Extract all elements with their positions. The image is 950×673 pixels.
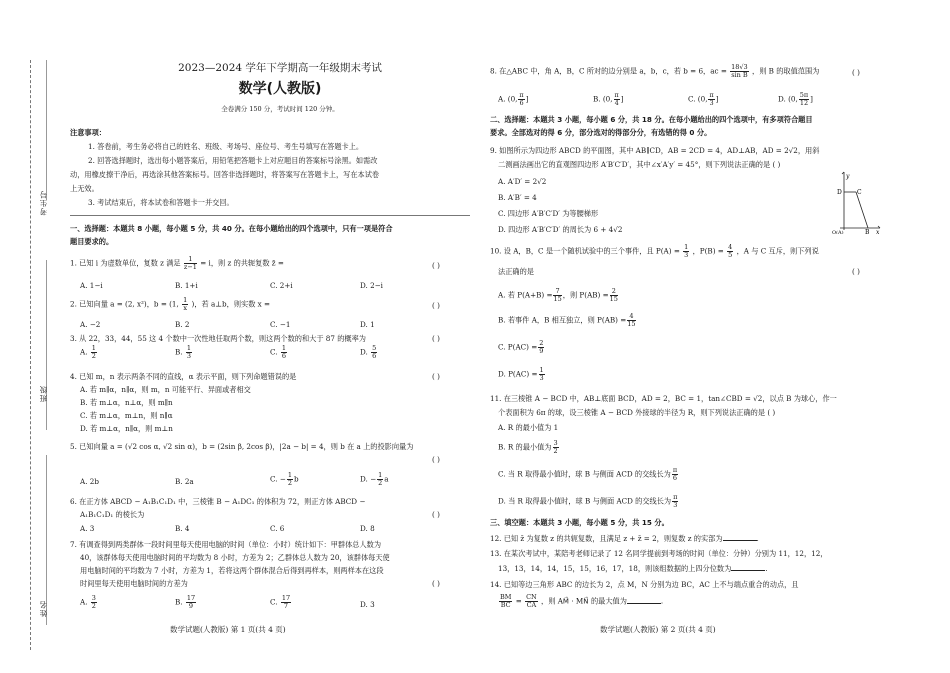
numerator: 3 (553, 439, 558, 447)
suffix: a (384, 474, 389, 484)
label-d: D (837, 189, 842, 196)
q11-option-c (498, 467, 679, 482)
q7-option-c: C. $\frac{17}{7}$ (270, 594, 291, 610)
q2-option-d: D. 1 (360, 320, 375, 329)
fraction (539, 367, 545, 382)
question-12-stem: 12. 已知 z̄ 为复数 z 的共轭复数，且满足 z + z̄ = 2，则复数 z 的实部为 . (490, 534, 759, 543)
q12-text: 12. 已知 z̄ 为复数 z 的共轭复数，且满足 z + z̄ = 2，则复数 z 的实部为 (490, 534, 723, 543)
answer-paren: ( ) (852, 267, 860, 276)
denominator: 15 (553, 295, 562, 303)
answer-paren: ( ) (432, 261, 440, 270)
q3-option-c: C. $\frac{1}{6}$ (270, 344, 286, 360)
class-label: 班级 (39, 385, 48, 402)
fraction (186, 345, 192, 360)
q1-text: = i，则 z 的共轭复数 z̄ = (200, 258, 284, 268)
text: A. 若 P(A+B) = (498, 290, 553, 300)
q13-text: 13，13，14，14，15，15，16，17，18，则该组数据的上四分位数为 (498, 564, 732, 573)
edge-cb (856, 192, 868, 228)
section2-heading: 要求。全部选对的得 6 分，部分选对的得部分分，有选错的得 0 分。 (490, 128, 712, 137)
q10-option-a (498, 288, 619, 303)
fraction (627, 313, 635, 328)
numerator: 1 (378, 471, 383, 479)
q7-option-a: A. $\frac{3}{2}$ (80, 594, 96, 610)
text: ，则 P(AB) = (562, 290, 609, 300)
numerator: 1 (287, 471, 292, 479)
answer-paren: ( ) (432, 301, 440, 310)
text: B. R 的最小值为 (498, 442, 552, 452)
label-y: y (846, 173, 850, 180)
fraction (518, 92, 524, 107)
fraction (91, 595, 97, 610)
numerator: 4 (627, 313, 635, 321)
q6-option-c: C. 6 (270, 524, 285, 533)
numerator: 1 (281, 344, 286, 352)
q6-option-d: D. 8 (360, 524, 375, 533)
page-footer-2: 数学试题(人教版) 第 2 页(共 4 页) (600, 625, 716, 634)
numerator: π (614, 91, 619, 99)
fraction (683, 244, 689, 259)
q5-option-a: A. 2b (80, 477, 99, 486)
denominator: x (183, 304, 187, 312)
denominator: 3 (186, 352, 191, 360)
question-9-stem: 9. 如图所示为四边形 ABCD 的平面图，其中 AB∥CD，AB = 2CD = 4，AD⊥AB，AD = 2√2，用斜 (490, 146, 820, 155)
page-footer-1: 数学试题(人教版) 第 1 页(共 4 页) (170, 625, 286, 634)
prefix: C. − (270, 474, 286, 484)
prefix: D. (0, (778, 94, 798, 104)
q5-option-d (360, 472, 389, 487)
denominator: CA (526, 601, 537, 609)
fraction (91, 345, 97, 360)
q8-text: ，则 B 的取值范围为 (752, 66, 820, 76)
equals: = (515, 596, 522, 606)
q1-text: 1. 已知 i 为虚数单位，复数 z 满足 (70, 258, 181, 268)
q4-option-d: D. 若 m⊥α，n∥α，则 m⊥n (80, 424, 173, 433)
fraction (499, 594, 512, 609)
q11-option-d (498, 494, 679, 509)
fraction (538, 340, 544, 355)
label-c: C (857, 189, 862, 196)
numerator: 17 (281, 594, 291, 602)
answer-paren: ( ) (852, 68, 860, 77)
question-7-stem: 40，该群体每天使用电脑时间的平均数为 8 小时，方差为 2；乙群体总人数为 20，该群体每天使 (80, 553, 390, 562)
question-2-stem (70, 297, 270, 312)
numerator: 1 (91, 344, 96, 352)
q8-option-d: D. (0, $\frac{5\pi}{12}$ ] (778, 91, 813, 107)
denominator: 2 (91, 602, 96, 610)
fraction (287, 472, 293, 487)
name-label: 姓名 (39, 600, 48, 617)
denominator: 9 (539, 347, 544, 355)
q10-option-d (498, 367, 546, 382)
text: C. P(AC) = (498, 342, 538, 352)
fraction (610, 288, 618, 303)
notice-item: 动，用橡皮擦干净后，再选涂其他答案标号。回答非选择题时，将答案写在答题卡上，写在本试卷 (70, 170, 380, 179)
fraction (708, 92, 714, 107)
numerator: 1 (186, 344, 191, 352)
denominator: 2 (378, 479, 383, 487)
numerator: 1 (684, 243, 689, 251)
denominator: BC (500, 601, 511, 609)
q4-option-b: B. 若 m⊥α，n⊥α，则 m∥n (80, 398, 173, 407)
q2-text: 2. 已知向量 a = (2, x²)，b = (1, (70, 299, 179, 309)
binding-line (30, 60, 31, 650)
question-14-stem: $\frac{BM}{BC}$ = $\frac{CN}{CA}$ ，则 AM⃗ · MN⃗ 的最大值为 . (500, 593, 664, 609)
denominator: 12 (799, 99, 809, 107)
denominator: 2 (287, 479, 292, 487)
q6-option-a: A. 3 (80, 524, 95, 533)
q3-option-d: D. $\frac{5}{6}$ (360, 344, 377, 360)
numerator: 4 (728, 243, 733, 251)
answer-blank (627, 597, 661, 604)
q8-fraction (730, 64, 749, 79)
fraction (553, 440, 559, 455)
section1-heading: 题目要求的。 (70, 237, 114, 246)
q1-option-d: D. 2−i (360, 281, 383, 290)
notice-divider (70, 215, 470, 216)
answer-blank (731, 564, 765, 571)
numerator: CN (526, 593, 537, 601)
question-8-stem (490, 64, 819, 79)
q10-text: ，P(B) = (692, 246, 724, 256)
denominator: 2 (553, 447, 558, 455)
question-10-stem (490, 244, 819, 259)
q1-option-a: A. 1−i (80, 281, 103, 290)
section3-heading: 三、填空题：本题共 3 小题，每小题 5 分，共 15 分。 (490, 518, 669, 527)
label-origin: O(A) (832, 230, 844, 234)
fraction (186, 595, 196, 610)
prefix: C. (0, (688, 94, 708, 104)
label-x: x (876, 229, 880, 234)
denominator: 3 (539, 374, 544, 382)
denominator: 15 (627, 320, 636, 328)
question-14-stem: 14. 已知等边三角形 ABC 的边长为 2，点 M，N 分别为边 BC，AC 上不与端点重合的动点，且 (490, 580, 799, 589)
text: C. 当 R 取得最小值时，球 B 与侧面 ACD 的交线长为 (498, 469, 671, 479)
q6-option-b: B. 4 (175, 524, 190, 533)
text: B. 若事件 A，B 相互独立，则 P(AB) = (498, 315, 627, 325)
q10-text: ，A 与 C 互斥，则下列说 (736, 246, 819, 256)
q9-option-d: D. 四边形 A′B′C′D′ 的周长为 6 + 4√2 (498, 225, 623, 234)
denominator: 3 (684, 251, 689, 259)
denominator: 5 (728, 251, 733, 259)
q9-option-a: A. A′D′ = 2√2 (498, 177, 547, 186)
q2-option-b: B. 2 (175, 320, 190, 329)
fraction (727, 244, 733, 259)
denominator: 6 (519, 99, 524, 107)
question-11-stem: 11. 在三棱锥 A − BCD 中，AB⊥底面 BCD，AD = 2，BC = 1，tan∠CBD = √2，以点 B 为球心，作一 (490, 394, 837, 403)
numerator: 2 (539, 339, 544, 347)
fraction (371, 345, 377, 360)
prefix: B. (0, (593, 94, 613, 104)
denominator: 3 (673, 501, 678, 509)
q10-text: 10. 设 A，B，C 是一个随机试验中的三个事件，且 P(A) = (490, 246, 680, 256)
fraction (281, 595, 291, 610)
numerator: π (673, 493, 678, 501)
margin-rule (46, 260, 47, 430)
notice-item: 上无效。 (70, 184, 99, 193)
denominator: 3 (709, 99, 714, 107)
q3-option-b: B. $\frac{1}{3}$ (175, 344, 191, 360)
denominator: 6 (672, 474, 678, 482)
fraction (672, 467, 678, 482)
q5-option-b: B. 2a (175, 477, 194, 486)
fraction (799, 92, 809, 107)
numerator: π (519, 91, 524, 99)
text: D. 当 R 取得最小值时，球 B 与侧面 ACD 的交线长为 (498, 496, 672, 506)
q9-option-c: C. 四边形 A′B′C′D′ 为等腰梯形 (498, 209, 599, 218)
numerator: π (672, 466, 678, 474)
answer-paren: ( ) (432, 334, 440, 343)
question-7-stem: 用电脑时间的平均数为 7 小时，方差为 1，若将这两个群体混合后得到再样本，则两样本在这段 (80, 566, 384, 575)
q2-fraction (182, 297, 188, 312)
answer-paren: ( ) (432, 455, 440, 464)
question-1-stem (70, 256, 284, 271)
section1-heading: 一、选择题：本题共 8 小题，每小题 5 分，共 40 分。在每小题给出的四个选项中，只有一项是符合 (70, 224, 393, 233)
label-b: B (865, 229, 870, 234)
numerator: 2 (610, 288, 618, 296)
q1-option-c: C. 2+i (270, 281, 293, 290)
question-13-stem: 13. 在某次考试中，某陪考老师记录了 12 名同学提前到考场的时间（单位：分钟）分别为 11，12，12， (490, 549, 828, 558)
prefix: D. − (360, 474, 377, 484)
q8-option-a: A. (0, $\frac{\pi}{6}$ ] (498, 91, 529, 107)
q2-text: )，若 a⊥b，则实数 x = (191, 299, 271, 309)
denominator: 2 (91, 352, 96, 360)
denominator: 7 (283, 602, 289, 610)
examinee-number-label: 考生号 (39, 190, 48, 216)
q3-option-a: A. $\frac{1}{2}$ (80, 344, 96, 360)
numerator: BM (500, 593, 512, 601)
q5-option-c (270, 472, 299, 487)
q11-option-b (498, 440, 560, 455)
q4-option-c: C. 若 m⊥α，m⊥n，则 n∥α (80, 411, 173, 420)
exam-title: 2023—2024 学年下学期高一年级期末考试 (178, 62, 382, 74)
q1-option-b: B. 1+i (175, 281, 198, 290)
q9-option-b: B. A′B′ = 4 (498, 193, 537, 202)
denominator: 15 (609, 295, 618, 303)
exam-subject: 数学(人教版) (238, 81, 322, 97)
q1-fraction (184, 256, 197, 271)
answer-paren: ( ) (432, 372, 440, 381)
question-10-stem: 法正确的是 (498, 267, 534, 276)
question-9-stem: 二测画法画出它的直观图四边形 A′B′C′D′，其中∠x′A′y′ = 45°，则下列说法正确的是 ( ) (498, 160, 781, 169)
numerator: 18√3 (731, 63, 748, 71)
denominator: 6 (281, 352, 286, 360)
q10-option-b (498, 313, 637, 328)
q11-option-a: A. R 的最小值为 1 (498, 423, 559, 432)
q7-option-b: B. $\frac{17}{9}$ (175, 594, 196, 610)
numerator: 1 (539, 366, 544, 374)
question-7-stem: 时间里每天使用电脑时间的方差为 (80, 579, 188, 588)
q8-option-c: C. (0, $\frac{\pi}{3}$ ] (688, 91, 719, 107)
question-3-stem: 3. 从 22，33，44，55 这 4 个数中一次性地任取两个数，则这两个数的和大于 87 的概率为 (70, 334, 366, 343)
exam-info: 全卷满分 150 分，考试时间 120 分钟。 (221, 105, 339, 113)
q9-figure (832, 170, 882, 234)
denominator: 6 (372, 352, 377, 360)
question-13-stem: 13，13，14，14，15，15，16，17，18，则该组数据的上四分位数为 . (498, 564, 768, 573)
notice-item: 3. 考试结束后，将本试卷和答题卡一并交回。 (88, 198, 234, 207)
answer-paren: ( ) (432, 510, 440, 519)
question-6-stem: A₁B₁C₁D₁ 的棱长为 (80, 510, 145, 519)
question-11-stem: 个表面积为 6π 的球，设三棱锥 A − BCD 外接球的半径为 R，则下列说法正确的是 ( ) (498, 408, 776, 417)
denominator: 4 (614, 99, 619, 107)
suffix: b (293, 474, 299, 484)
q7-option-d: D. 3 (360, 600, 375, 609)
question-7-stem: 7. 有调查得到两类群体一段时间里每天使用电脑的时间（单位：小时）统计如下：甲群体总人数为 (70, 540, 382, 549)
numerator: 5 (372, 344, 377, 352)
q10-option-c (498, 340, 545, 355)
section2-heading: 二、选择题：本题共 3 小题，每小题 6 分，共 18 分。在每小题给出的四个选项中，有多项符合题目 (490, 115, 813, 124)
q4-option-a: A. 若 m∥α，n∥α，则 m，n 可能平行、异面或者相交 (80, 385, 251, 394)
question-5-stem: 5. 已知向量 a = (√2 cos α, √2 sin α)，b = (2sin β, 2cos β)，|2a − b| = 4，则 b 在 a 上的投影向量为 (70, 442, 414, 451)
numerator: 17 (186, 594, 196, 602)
notice-heading: 注意事项： (70, 128, 106, 137)
q8-option-b: B. (0, $\frac{\pi}{4}$ ] (593, 91, 624, 107)
answer-paren: ( ) (432, 579, 440, 588)
fraction (281, 345, 287, 360)
fraction (672, 494, 678, 509)
fraction (377, 472, 383, 487)
prefix: A. (0, (498, 94, 518, 104)
denominator: z−1 (183, 263, 197, 271)
notice-item: 1. 答卷前，考生务必将自己的姓名、班级、考场号、座位号、考生号填写在答题卡上。 (88, 142, 364, 151)
numerator: 1 (183, 296, 188, 304)
q8-text: 8. 在△ABC 中，角 A，B，C 所对的边分别是 a，b，c，若 b = 6，ac = (490, 66, 727, 76)
q2-option-c: C. −1 (270, 320, 291, 329)
q14-text: ，则 AM⃗ · MN⃗ 的最大值为 (541, 596, 627, 606)
question-6-stem: 6. 在正方体 ABCD − A₁B₁C₁D₁ 中，三棱锥 B − A₁DC₁ 的体积为 72，则正方体 ABCD − (70, 497, 366, 506)
fraction (553, 288, 561, 303)
denominator: 9 (188, 602, 194, 610)
numerator: π (709, 91, 714, 99)
text: D. P(AC) = (498, 369, 538, 379)
margin-rule (46, 60, 47, 200)
fraction (614, 92, 620, 107)
notice-item: 2. 回答选择题时，选出每小题答案后，用铅笔把答题卡上对应题目的答案标号涂黑。如需改 (88, 156, 378, 165)
numerator: 5π (799, 91, 809, 99)
q2-option-a: A. −2 (80, 320, 101, 329)
numerator: 3 (91, 594, 96, 602)
numerator: 7 (553, 288, 561, 296)
denominator: sin B (731, 71, 748, 79)
numerator: 1 (184, 256, 197, 264)
answer-blank (723, 534, 757, 541)
fraction (525, 594, 538, 609)
question-4-stem: 4. 已知 m，n 表示两条不同的直线，α 表示平面，则下列命题错误的是 (70, 372, 297, 381)
